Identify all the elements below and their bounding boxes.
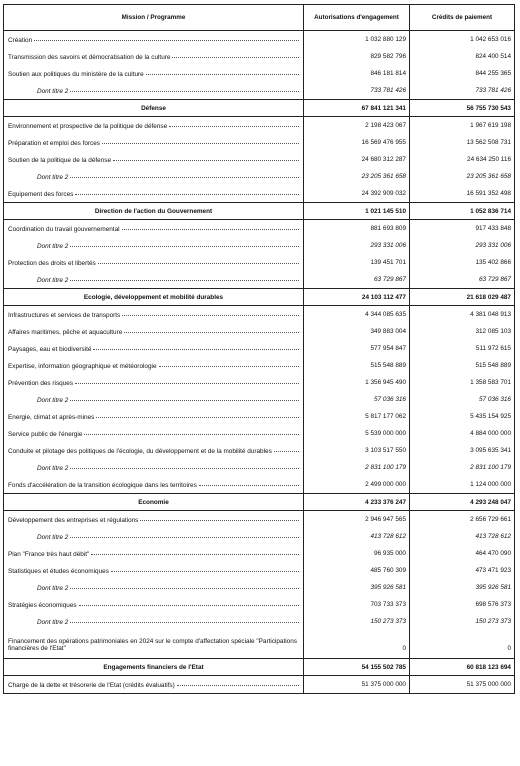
- dont-titre-label: Dont titre 2: [37, 584, 69, 592]
- autorisations-engagement-value: 395 926 581: [304, 579, 410, 596]
- credits-paiement-value: 395 926 581: [410, 579, 515, 596]
- header-credits-paiement: Crédits de paiement: [410, 5, 515, 31]
- autorisations-engagement-value: 1 032 880 129: [304, 31, 410, 49]
- credits-paiement-value: 3 095 635 341: [410, 442, 515, 459]
- dot-leader: [96, 412, 299, 418]
- row-label-cell: [4, 476, 304, 494]
- row-label-cell: [4, 528, 304, 545]
- dont-titre-row: [4, 459, 515, 476]
- mission-label: Engagements financiers de l'Etat: [103, 663, 204, 671]
- programme-label: Coordination du travail gouvernemental: [8, 225, 120, 233]
- programme-row: [4, 408, 515, 425]
- dot-leader: [34, 35, 299, 41]
- credits-paiement-value: 4 293 248 047: [410, 494, 515, 511]
- autorisations-engagement-value: 51 375 000 000: [304, 676, 410, 694]
- autorisations-engagement-value: 3 103 517 550: [304, 442, 410, 459]
- mission-row: [4, 100, 515, 117]
- budget-table: [3, 4, 515, 694]
- programme-label: Développement des entreprises et régulations: [8, 516, 139, 524]
- row-label-cell: [4, 579, 304, 596]
- row-label-cell: [4, 134, 304, 151]
- credits-paiement-value: 824 400 514: [410, 48, 515, 65]
- programme-label: Fonds d'accélération de la transition écologique dans les territoires: [8, 481, 197, 489]
- autorisations-engagement-value: 829 582 796: [304, 48, 410, 65]
- credits-paiement-value: 5 435 154 925: [410, 408, 515, 425]
- autorisations-engagement-value: 485 760 309: [304, 562, 410, 579]
- dot-leader: [199, 480, 299, 486]
- dot-leader: [70, 532, 299, 538]
- dont-titre-label: Dont titre 2: [37, 276, 69, 284]
- dot-leader: [177, 680, 299, 686]
- credits-paiement-value: 24 634 250 116: [410, 151, 515, 168]
- row-label-cell: [4, 100, 304, 117]
- row-label-cell: [4, 494, 304, 511]
- autorisations-engagement-value: 139 451 701: [304, 254, 410, 271]
- programme-row: [4, 357, 515, 374]
- dont-titre-label: Dont titre 2: [37, 618, 69, 626]
- autorisations-engagement-value: 2 946 947 565: [304, 511, 410, 529]
- row-label-cell: [4, 374, 304, 391]
- row-label-cell: [4, 442, 304, 459]
- dont-titre-row: [4, 391, 515, 408]
- row-label-cell: [4, 271, 304, 289]
- dont-titre-row: [4, 613, 515, 630]
- dot-leader: [122, 224, 299, 230]
- autorisations-engagement-value: 413 728 612: [304, 528, 410, 545]
- programme-row: [4, 562, 515, 579]
- dot-leader: [159, 361, 300, 367]
- row-label-cell: [4, 65, 304, 82]
- credits-paiement-value: 13 562 508 731: [410, 134, 515, 151]
- programme-label: Transmission des savoirs et démocratisation de la culture: [8, 53, 171, 61]
- row-label-cell: [4, 425, 304, 442]
- row-label-cell: [4, 254, 304, 271]
- credits-paiement-value: 312 085 103: [410, 323, 515, 340]
- programme-label: Paysages, eau et biodiversité: [8, 345, 92, 353]
- dont-titre-row: [4, 579, 515, 596]
- autorisations-engagement-value: 24 392 909 032: [304, 185, 410, 203]
- row-label-cell: [4, 203, 304, 220]
- credits-paiement-value: 473 471 923: [410, 562, 515, 579]
- credits-paiement-value: 413 728 612: [410, 528, 515, 545]
- mission-row: [4, 289, 515, 306]
- row-label-cell: [4, 220, 304, 238]
- dot-leader: [124, 327, 299, 333]
- mission-row: [4, 659, 515, 676]
- autorisations-engagement-value: 703 733 373: [304, 596, 410, 613]
- row-label-cell: [4, 659, 304, 676]
- row-label-cell: [4, 185, 304, 203]
- credits-paiement-value: 4 884 000 000: [410, 425, 515, 442]
- row-label-cell: [4, 168, 304, 185]
- row-label-cell: [4, 237, 304, 254]
- credits-paiement-value: 1 052 836 714: [410, 203, 515, 220]
- table-body: [4, 31, 515, 694]
- autorisations-engagement-value: 24 680 312 287: [304, 151, 410, 168]
- autorisations-engagement-value: 349 883 004: [304, 323, 410, 340]
- dot-leader: [169, 121, 299, 127]
- programme-label: Stratégies économiques: [8, 601, 77, 609]
- autorisations-engagement-value: 54 155 502 785: [304, 659, 410, 676]
- autorisations-engagement-value: 293 331 006: [304, 237, 410, 254]
- autorisations-engagement-value: 4 233 376 247: [304, 494, 410, 511]
- dot-leader: [111, 566, 299, 572]
- credits-paiement-value: 515 548 889: [410, 357, 515, 374]
- dont-titre-label: Dont titre 2: [37, 396, 69, 404]
- dot-leader: [70, 172, 299, 178]
- dot-leader: [91, 549, 299, 555]
- programme-row: [4, 630, 515, 659]
- programme-label: Soutien de la politique de la défense: [8, 156, 112, 164]
- dont-titre-label: Dont titre 2: [37, 173, 69, 181]
- autorisations-engagement-value: 67 841 121 341: [304, 100, 410, 117]
- autorisations-engagement-value: 57 036 316: [304, 391, 410, 408]
- credits-paiement-value: 16 591 352 498: [410, 185, 515, 203]
- programme-label: Affaires maritimes, pêche et aquaculture: [8, 328, 123, 336]
- credits-paiement-value: 1 124 000 000: [410, 476, 515, 494]
- dont-titre-row: [4, 82, 515, 100]
- dot-leader: [70, 583, 299, 589]
- credits-paiement-value: 464 470 090: [410, 545, 515, 562]
- autorisations-engagement-value: 96 935 000: [304, 545, 410, 562]
- dont-titre-label: Dont titre 2: [37, 533, 69, 541]
- dot-leader: [70, 395, 299, 401]
- credits-paiement-value: 844 255 365: [410, 65, 515, 82]
- dot-leader: [146, 69, 299, 75]
- dot-leader: [172, 52, 299, 58]
- row-label-cell: [4, 613, 304, 630]
- credits-paiement-value: 150 273 373: [410, 613, 515, 630]
- programme-label: Prévention des risques: [8, 379, 74, 387]
- dont-titre-row: [4, 271, 515, 289]
- dot-leader: [98, 258, 299, 264]
- row-label-cell: [4, 511, 304, 529]
- programme-label: Protection des droits et libertés: [8, 259, 96, 267]
- row-label-cell: [4, 151, 304, 168]
- autorisations-engagement-value: 0: [304, 630, 410, 659]
- credits-paiement-value: 21 618 029 487: [410, 289, 515, 306]
- programme-row: [4, 545, 515, 562]
- credits-paiement-value: 63 729 867: [410, 271, 515, 289]
- credits-paiement-value: 1 042 653 016: [410, 31, 515, 49]
- row-label-cell: [4, 562, 304, 579]
- dot-leader: [93, 344, 299, 350]
- credits-paiement-value: 917 433 848: [410, 220, 515, 238]
- programme-row: [4, 254, 515, 271]
- autorisations-engagement-value: 24 103 112 477: [304, 289, 410, 306]
- row-label-cell: [4, 391, 304, 408]
- autorisations-engagement-value: 4 344 085 635: [304, 306, 410, 324]
- programme-label: Plan "France très haut débit": [8, 550, 90, 558]
- programme-label: Environnement et prospective de la politique de défense: [8, 122, 168, 130]
- row-label-cell: [4, 545, 304, 562]
- dot-leader: [84, 429, 299, 435]
- dot-leader: [113, 155, 299, 161]
- dot-leader: [75, 189, 299, 195]
- credits-paiement-value: 51 375 000 000: [410, 676, 515, 694]
- autorisations-engagement-value: 2 198 423 067: [304, 117, 410, 135]
- autorisations-engagement-value: 1 021 145 510: [304, 203, 410, 220]
- dont-titre-label: Dont titre 2: [37, 464, 69, 472]
- programme-label: Energie, climat et après-mines: [8, 413, 95, 421]
- credits-paiement-value: 698 576 373: [410, 596, 515, 613]
- dont-titre-row: [4, 237, 515, 254]
- dot-leader: [70, 241, 299, 247]
- credits-paiement-value: 1 967 619 198: [410, 117, 515, 135]
- credits-paiement-value: 56 755 730 543: [410, 100, 515, 117]
- autorisations-engagement-value: 150 273 373: [304, 613, 410, 630]
- credits-paiement-value: 2 656 729 661: [410, 511, 515, 529]
- programme-row: [4, 306, 515, 324]
- dont-titre-label: Dont titre 2: [37, 87, 69, 95]
- programme-row: [4, 374, 515, 391]
- autorisations-engagement-value: 63 729 867: [304, 271, 410, 289]
- budget-document: [3, 4, 514, 694]
- credits-paiement-value: 23 205 361 658: [410, 168, 515, 185]
- programme-label: Infrastructures et services de transports: [8, 311, 121, 319]
- mission-row: [4, 203, 515, 220]
- credits-paiement-value: 511 972 615: [410, 340, 515, 357]
- row-label-cell: [4, 306, 304, 324]
- autorisations-engagement-value: 2 499 000 000: [304, 476, 410, 494]
- programme-label: Financement des opérations patrimoniales en 2024 sur le compte d'affectation spéciale "Participations financières de l'Etat": [8, 637, 297, 652]
- credits-paiement-value: 733 781 426: [410, 82, 515, 100]
- credits-paiement-value: 135 402 866: [410, 254, 515, 271]
- mission-row: [4, 494, 515, 511]
- programme-row: [4, 676, 515, 694]
- programme-row: [4, 151, 515, 168]
- programme-label: Conduite et pilotage des politiques de l'écologie, du développement et de la mobilité durables: [8, 447, 272, 455]
- row-label-cell: [4, 357, 304, 374]
- programme-row: [4, 220, 515, 238]
- programme-row: [4, 340, 515, 357]
- dot-leader: [70, 86, 299, 92]
- dot-leader: [274, 446, 299, 452]
- autorisations-engagement-value: 5 539 000 000: [304, 425, 410, 442]
- programme-row: [4, 185, 515, 203]
- autorisations-engagement-value: 846 181 814: [304, 65, 410, 82]
- dot-leader: [122, 310, 299, 316]
- programme-row: [4, 117, 515, 135]
- autorisations-engagement-value: 733 781 426: [304, 82, 410, 100]
- autorisations-engagement-value: 577 954 847: [304, 340, 410, 357]
- programme-row: [4, 48, 515, 65]
- programme-row: [4, 31, 515, 49]
- autorisations-engagement-value: 23 205 361 658: [304, 168, 410, 185]
- programme-row: [4, 442, 515, 459]
- mission-label: Direction de l'action du Gouvernement: [94, 207, 213, 215]
- programme-label: Statistiques et études économiques: [8, 567, 109, 575]
- dont-titre-row: [4, 168, 515, 185]
- credits-paiement-value: 2 831 100 179: [410, 459, 515, 476]
- programme-label: Expertise, information géographique et météorologie: [8, 362, 157, 370]
- dot-leader: [102, 138, 299, 144]
- mission-label: Ecologie, développement et mobilité durables: [83, 293, 224, 301]
- dont-titre-label: Dont titre 2: [37, 242, 69, 250]
- dot-leader: [70, 463, 299, 469]
- header-autorisations-engagement: Autorisations d'engagement: [304, 5, 410, 31]
- autorisations-engagement-value: 1 356 945 490: [304, 374, 410, 391]
- programme-label: Equipement des forces: [8, 190, 74, 198]
- programme-row: [4, 511, 515, 529]
- programme-row: [4, 65, 515, 82]
- row-label-cell: [4, 48, 304, 65]
- programme-row: [4, 323, 515, 340]
- programme-row: [4, 596, 515, 613]
- autorisations-engagement-value: 515 548 889: [304, 357, 410, 374]
- programme-label: Soutien aux politiques du ministère de la culture: [8, 70, 144, 78]
- credits-paiement-value: 4 381 048 913: [410, 306, 515, 324]
- dot-leader: [70, 617, 299, 623]
- credits-paiement-value: 57 036 316: [410, 391, 515, 408]
- dot-leader: [75, 378, 299, 384]
- programme-label: Création: [8, 36, 33, 44]
- programme-row: [4, 134, 515, 151]
- credits-paiement-value: 60 818 123 694: [410, 659, 515, 676]
- row-label-cell: [4, 596, 304, 613]
- programme-label: Service public de l'énergie: [8, 430, 83, 438]
- programme-row: [4, 476, 515, 494]
- table-header-row: [4, 5, 515, 31]
- programme-label: Préparation et emploi des forces: [8, 139, 101, 147]
- row-label-cell: [4, 630, 304, 659]
- programme-row: [4, 425, 515, 442]
- credits-paiement-value: 0: [410, 630, 515, 659]
- dot-leader: [70, 275, 299, 281]
- autorisations-engagement-value: 2 831 100 179: [304, 459, 410, 476]
- autorisations-engagement-value: 5 817 177 062: [304, 408, 410, 425]
- row-label-cell: [4, 289, 304, 306]
- header-mission-programme: Mission / Programme: [4, 5, 304, 31]
- credits-paiement-value: 1 358 583 701: [410, 374, 515, 391]
- dont-titre-row: [4, 528, 515, 545]
- dot-leader: [140, 515, 299, 521]
- mission-label: Défense: [141, 104, 166, 112]
- mission-label: Economie: [138, 498, 169, 506]
- autorisations-engagement-value: 16 569 476 955: [304, 134, 410, 151]
- row-label-cell: [4, 82, 304, 100]
- autorisations-engagement-value: 881 693 809: [304, 220, 410, 238]
- credits-paiement-value: 293 331 006: [410, 237, 515, 254]
- row-label-cell: [4, 31, 304, 49]
- row-label-cell: [4, 676, 304, 694]
- row-label-cell: [4, 459, 304, 476]
- row-label-cell: [4, 117, 304, 135]
- programme-label: Charge de la dette et trésorerie de l'Etat (crédits évaluatifs): [8, 681, 175, 689]
- row-label-cell: [4, 340, 304, 357]
- dot-leader: [79, 600, 299, 606]
- row-label-cell: [4, 323, 304, 340]
- row-label-cell: [4, 408, 304, 425]
